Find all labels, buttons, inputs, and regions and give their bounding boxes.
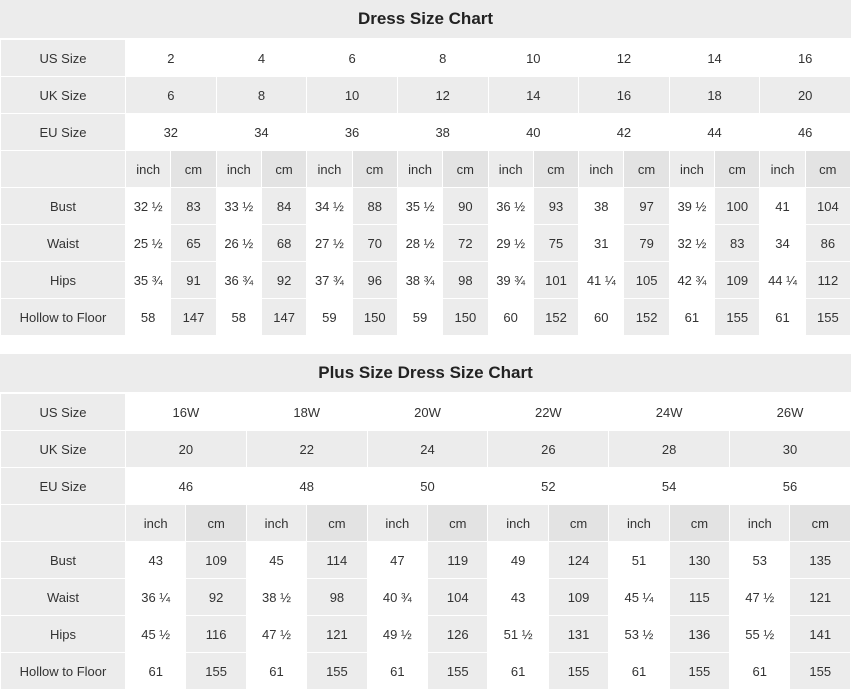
- measurement-cell: 96: [352, 262, 397, 299]
- unit-header-cell: inch: [669, 151, 714, 188]
- unit-header-cell: cm: [171, 151, 216, 188]
- row-label: Hips: [1, 616, 126, 653]
- measurement-cell: 35 ½: [397, 188, 442, 225]
- unit-header-cell: inch: [216, 151, 261, 188]
- measurement-cell: 45: [246, 542, 306, 579]
- unit-header-cell: inch: [488, 151, 533, 188]
- measurement-cell: 36 ½: [488, 188, 533, 225]
- measurement-cell: 83: [171, 188, 216, 225]
- measurement-cell: 53 ½: [609, 616, 669, 653]
- row-label: US Size: [1, 394, 126, 431]
- unit-header-cell: cm: [669, 505, 729, 542]
- measurement-cell: 36 ¾: [216, 262, 261, 299]
- table-row: [1, 77, 851, 114]
- size-cell: 16: [579, 77, 670, 114]
- measurement-cell: 116: [186, 616, 246, 653]
- measurement-cell: 155: [669, 653, 729, 690]
- measurement-cell: 91: [171, 262, 216, 299]
- measurement-cell: 152: [624, 299, 669, 336]
- measurement-cell: 130: [669, 542, 729, 579]
- measurement-cell: 61: [488, 653, 548, 690]
- unit-header-cell: cm: [805, 151, 850, 188]
- size-cell: 24: [367, 431, 488, 468]
- row-label: Hollow to Floor: [1, 299, 126, 336]
- measurement-cell: 121: [307, 616, 367, 653]
- measurement-cell: 31: [579, 225, 624, 262]
- size-cell: 4: [216, 40, 307, 77]
- size-cell: 14: [669, 40, 760, 77]
- size-cell: 52: [488, 468, 609, 505]
- size-cell: 12: [579, 40, 670, 77]
- measurement-cell: 124: [548, 542, 608, 579]
- unit-header-cell: cm: [715, 151, 760, 188]
- size-cell: 2: [126, 40, 217, 77]
- size-cell: 12: [397, 77, 488, 114]
- table-row: [1, 431, 851, 468]
- measurement-cell: 147: [261, 299, 306, 336]
- table-row: [1, 188, 851, 225]
- table-row: [1, 616, 851, 653]
- size-cell: 22: [246, 431, 367, 468]
- unit-header-cell: inch: [579, 151, 624, 188]
- size-cell: 20: [126, 431, 247, 468]
- row-label: Hips: [1, 262, 126, 299]
- measurement-cell: 68: [261, 225, 306, 262]
- measurement-cell: 40 ¾: [367, 579, 427, 616]
- table-row: [1, 225, 851, 262]
- size-cell: 24W: [609, 394, 730, 431]
- measurement-cell: 59: [307, 299, 352, 336]
- size-cell: 20: [760, 77, 851, 114]
- measurement-cell: 34 ½: [307, 188, 352, 225]
- size-cell: 22W: [488, 394, 609, 431]
- measurement-cell: 58: [126, 299, 171, 336]
- measurement-cell: 65: [171, 225, 216, 262]
- unit-header-cell: cm: [624, 151, 669, 188]
- size-cell: 36: [307, 114, 398, 151]
- unit-header-cell: inch: [307, 151, 352, 188]
- measurement-cell: 36 ¼: [126, 579, 186, 616]
- measurement-cell: 27 ½: [307, 225, 352, 262]
- measurement-cell: 104: [428, 579, 488, 616]
- measurement-cell: 155: [186, 653, 246, 690]
- size-cell: 14: [488, 77, 579, 114]
- size-cell: 44: [669, 114, 760, 151]
- measurement-cell: 135: [790, 542, 851, 579]
- measurement-cell: 101: [533, 262, 578, 299]
- measurement-cell: 155: [805, 299, 850, 336]
- measurement-cell: 26 ½: [216, 225, 261, 262]
- chart-separator: [0, 336, 851, 354]
- measurement-cell: 51: [609, 542, 669, 579]
- measurement-cell: 155: [428, 653, 488, 690]
- row-label: [1, 151, 126, 188]
- measurement-cell: 51 ½: [488, 616, 548, 653]
- row-label: Bust: [1, 188, 126, 225]
- measurement-cell: 45 ¼: [609, 579, 669, 616]
- measurement-cell: 47 ½: [246, 616, 306, 653]
- measurement-cell: 61: [609, 653, 669, 690]
- unit-header-cell: inch: [397, 151, 442, 188]
- row-label: Hollow to Floor: [1, 653, 126, 690]
- measurement-cell: 49 ½: [367, 616, 427, 653]
- measurement-cell: 112: [805, 262, 850, 299]
- size-chart-block: [0, 354, 851, 690]
- unit-header-cell: cm: [533, 151, 578, 188]
- measurement-cell: 47: [367, 542, 427, 579]
- row-label: [1, 505, 126, 542]
- size-cell: 34: [216, 114, 307, 151]
- measurement-cell: 61: [126, 653, 186, 690]
- unit-header-cell: inch: [609, 505, 669, 542]
- unit-header-cell: cm: [261, 151, 306, 188]
- size-cell: 8: [216, 77, 307, 114]
- measurement-cell: 150: [352, 299, 397, 336]
- row-label: EU Size: [1, 468, 126, 505]
- size-cell: 46: [126, 468, 247, 505]
- size-cell: 50: [367, 468, 488, 505]
- table-row: [1, 262, 851, 299]
- measurement-cell: 58: [216, 299, 261, 336]
- size-cell: 56: [730, 468, 851, 505]
- measurement-cell: 47 ½: [730, 579, 790, 616]
- measurement-cell: 121: [790, 579, 851, 616]
- row-label: US Size: [1, 40, 126, 77]
- size-cell: 6: [126, 77, 217, 114]
- measurement-cell: 25 ½: [126, 225, 171, 262]
- size-cell: 48: [246, 468, 367, 505]
- measurement-cell: 115: [669, 579, 729, 616]
- size-chart-block: [0, 0, 851, 336]
- size-cell: 26W: [730, 394, 851, 431]
- measurement-cell: 141: [790, 616, 851, 653]
- size-cell: 46: [760, 114, 851, 151]
- measurement-cell: 38 ¾: [397, 262, 442, 299]
- row-label: Bust: [1, 542, 126, 579]
- measurement-cell: 60: [488, 299, 533, 336]
- measurement-cell: 34: [760, 225, 805, 262]
- measurement-cell: 75: [533, 225, 578, 262]
- measurement-cell: 33 ½: [216, 188, 261, 225]
- unit-header-cell: cm: [186, 505, 246, 542]
- measurement-cell: 45 ½: [126, 616, 186, 653]
- measurement-cell: 41 ¼: [579, 262, 624, 299]
- measurement-cell: 98: [443, 262, 488, 299]
- measurement-cell: 92: [261, 262, 306, 299]
- measurement-cell: 29 ½: [488, 225, 533, 262]
- table-row: [1, 299, 851, 336]
- table-row: [1, 468, 851, 505]
- measurement-cell: 97: [624, 188, 669, 225]
- measurement-cell: 60: [579, 299, 624, 336]
- measurement-cell: 53: [730, 542, 790, 579]
- measurement-cell: 93: [533, 188, 578, 225]
- unit-header-cell: cm: [307, 505, 367, 542]
- size-cell: 16W: [126, 394, 247, 431]
- measurement-cell: 35 ¾: [126, 262, 171, 299]
- size-cell: 26: [488, 431, 609, 468]
- unit-header-cell: inch: [126, 505, 186, 542]
- measurement-cell: 88: [352, 188, 397, 225]
- measurement-cell: 61: [367, 653, 427, 690]
- measurement-cell: 72: [443, 225, 488, 262]
- measurement-cell: 126: [428, 616, 488, 653]
- size-cell: 40: [488, 114, 579, 151]
- chart-title: Plus Size Dress Size Chart: [0, 354, 851, 393]
- measurement-cell: 147: [171, 299, 216, 336]
- measurement-cell: 155: [548, 653, 608, 690]
- measurement-cell: 43: [488, 579, 548, 616]
- measurement-cell: 39 ¾: [488, 262, 533, 299]
- measurement-cell: 104: [805, 188, 850, 225]
- row-label: UK Size: [1, 77, 126, 114]
- measurement-cell: 150: [443, 299, 488, 336]
- size-cell: 38: [397, 114, 488, 151]
- measurement-cell: 70: [352, 225, 397, 262]
- size-cell: 42: [579, 114, 670, 151]
- measurement-cell: 61: [246, 653, 306, 690]
- table-row: [1, 653, 851, 690]
- measurement-cell: 131: [548, 616, 608, 653]
- measurement-cell: 41: [760, 188, 805, 225]
- unit-header-cell: inch: [126, 151, 171, 188]
- measurement-cell: 79: [624, 225, 669, 262]
- measurement-cell: 61: [730, 653, 790, 690]
- measurement-cell: 32 ½: [669, 225, 714, 262]
- size-cell: 54: [609, 468, 730, 505]
- measurement-cell: 90: [443, 188, 488, 225]
- measurement-cell: 59: [397, 299, 442, 336]
- measurement-cell: 114: [307, 542, 367, 579]
- size-cell: 6: [307, 40, 398, 77]
- measurement-cell: 55 ½: [730, 616, 790, 653]
- measurement-cell: 28 ½: [397, 225, 442, 262]
- row-label: UK Size: [1, 431, 126, 468]
- row-label: EU Size: [1, 114, 126, 151]
- table-row: [1, 40, 851, 77]
- unit-header-cell: inch: [246, 505, 306, 542]
- size-chart-table: [0, 393, 851, 690]
- size-cell: 18W: [246, 394, 367, 431]
- unit-header-cell: inch: [367, 505, 427, 542]
- table-row: [1, 579, 851, 616]
- size-cell: 18: [669, 77, 760, 114]
- measurement-cell: 119: [428, 542, 488, 579]
- measurement-cell: 136: [669, 616, 729, 653]
- size-cell: 32: [126, 114, 217, 151]
- table-row: [1, 542, 851, 579]
- measurement-cell: 43: [126, 542, 186, 579]
- unit-header-cell: inch: [760, 151, 805, 188]
- size-cell: 8: [397, 40, 488, 77]
- table-row: [1, 114, 851, 151]
- size-cell: 30: [730, 431, 851, 468]
- size-cell: 20W: [367, 394, 488, 431]
- measurement-cell: 83: [715, 225, 760, 262]
- unit-header-cell: inch: [730, 505, 790, 542]
- measurement-cell: 49: [488, 542, 548, 579]
- measurement-cell: 86: [805, 225, 850, 262]
- measurement-cell: 155: [715, 299, 760, 336]
- measurement-cell: 38 ½: [246, 579, 306, 616]
- measurement-cell: 92: [186, 579, 246, 616]
- size-cell: 16: [760, 40, 851, 77]
- size-cell: 10: [307, 77, 398, 114]
- table-row: [1, 394, 851, 431]
- measurement-cell: 109: [715, 262, 760, 299]
- measurement-cell: 84: [261, 188, 306, 225]
- measurement-cell: 42 ¾: [669, 262, 714, 299]
- size-cell: 10: [488, 40, 579, 77]
- measurement-cell: 61: [760, 299, 805, 336]
- chart-title: Dress Size Chart: [0, 0, 851, 39]
- measurement-cell: 155: [790, 653, 851, 690]
- row-label: Waist: [1, 225, 126, 262]
- unit-header-cell: cm: [443, 151, 488, 188]
- unit-header-cell: inch: [488, 505, 548, 542]
- measurement-cell: 44 ¼: [760, 262, 805, 299]
- table-row-units: [1, 505, 851, 542]
- unit-header-cell: cm: [548, 505, 608, 542]
- measurement-cell: 155: [307, 653, 367, 690]
- measurement-cell: 152: [533, 299, 578, 336]
- measurement-cell: 100: [715, 188, 760, 225]
- table-row-units: [1, 151, 851, 188]
- size-cell: 28: [609, 431, 730, 468]
- measurement-cell: 109: [186, 542, 246, 579]
- measurement-cell: 39 ½: [669, 188, 714, 225]
- row-label: Waist: [1, 579, 126, 616]
- unit-header-cell: cm: [428, 505, 488, 542]
- unit-header-cell: cm: [352, 151, 397, 188]
- size-chart-table: [0, 39, 851, 336]
- measurement-cell: 38: [579, 188, 624, 225]
- measurement-cell: 61: [669, 299, 714, 336]
- measurement-cell: 98: [307, 579, 367, 616]
- unit-header-cell: cm: [790, 505, 851, 542]
- measurement-cell: 37 ¾: [307, 262, 352, 299]
- measurement-cell: 32 ½: [126, 188, 171, 225]
- measurement-cell: 109: [548, 579, 608, 616]
- measurement-cell: 105: [624, 262, 669, 299]
